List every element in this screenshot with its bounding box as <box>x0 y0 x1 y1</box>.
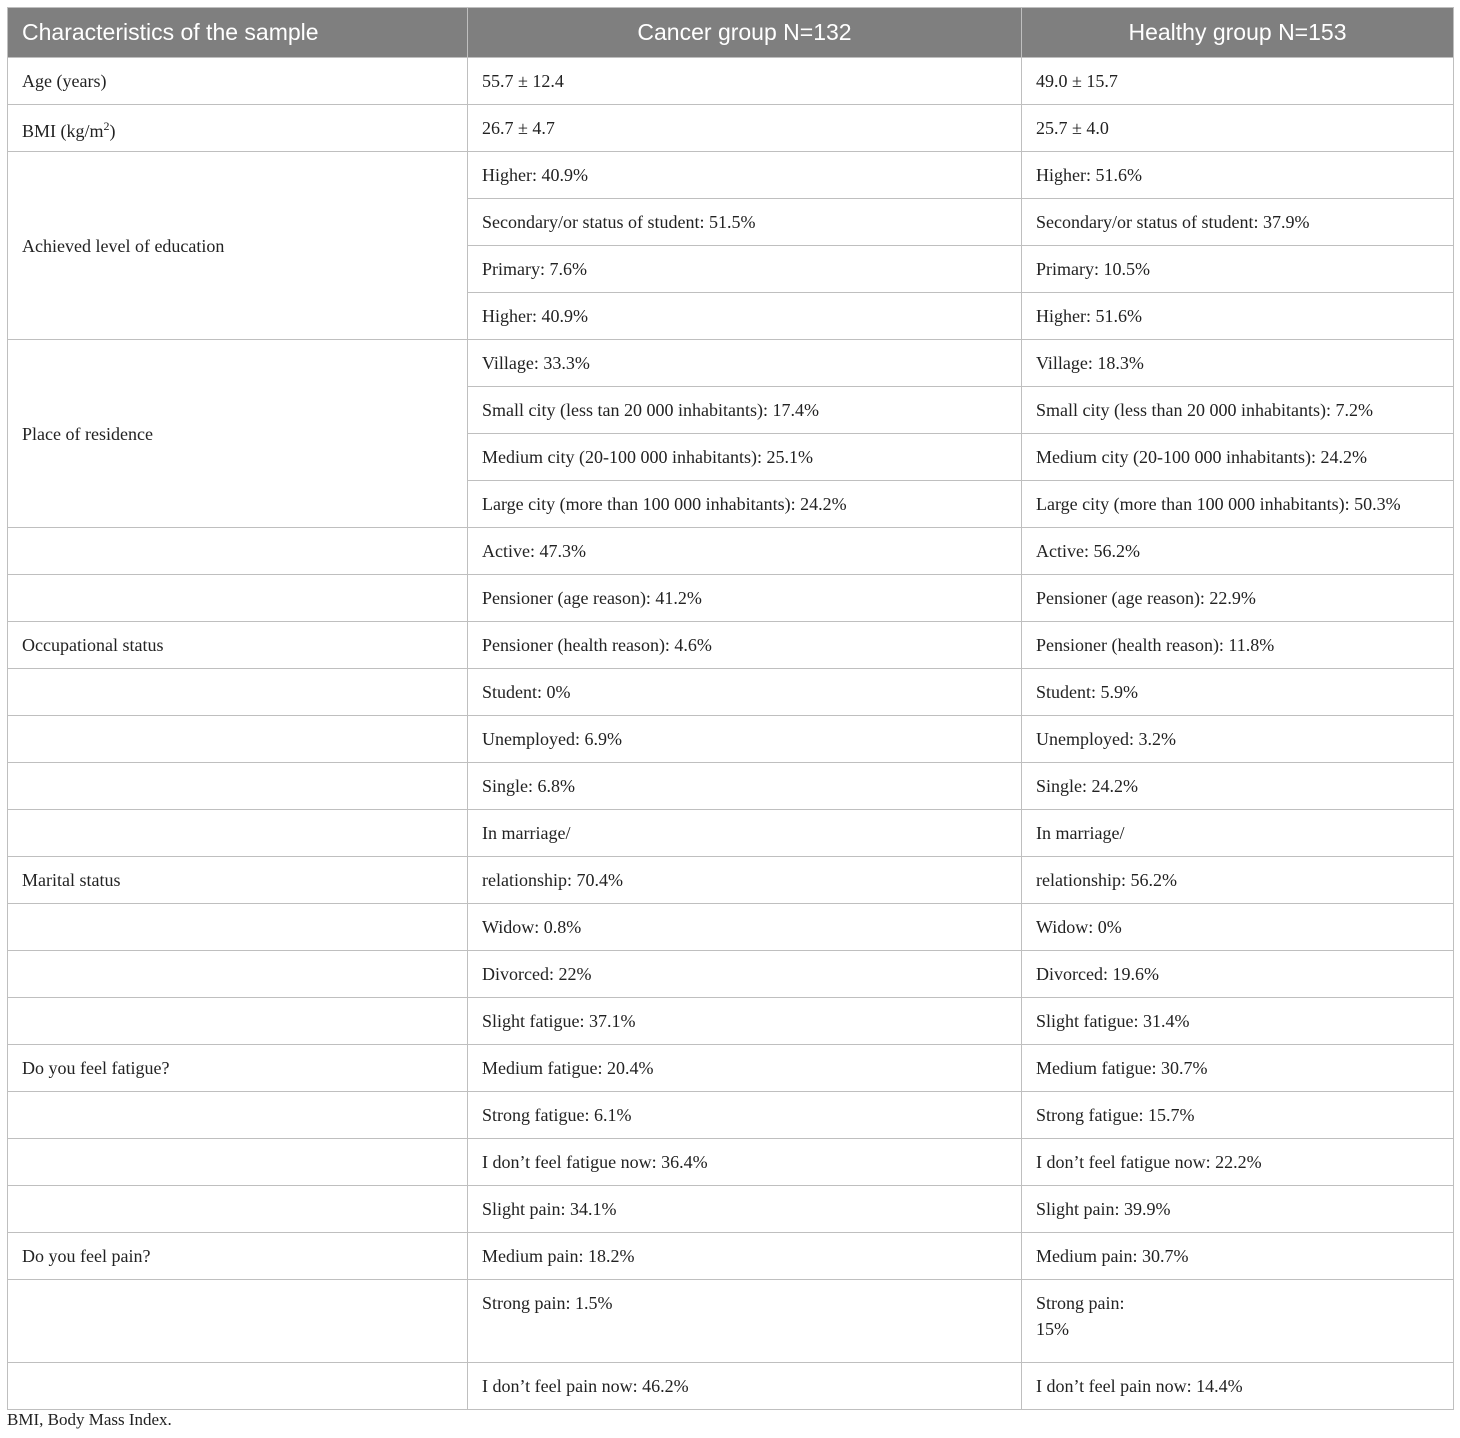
cancer-cell: Slight fatigue: 37.1% <box>468 998 1022 1045</box>
row-label-marital: Marital status <box>8 857 468 904</box>
healthy-cell: Primary: 10.5% <box>1022 246 1454 293</box>
healthy-cell: I don’t feel fatigue now: 22.2% <box>1022 1139 1454 1186</box>
healthy-cell: Unemployed: 3.2% <box>1022 716 1454 763</box>
empty-label-cell <box>8 763 468 810</box>
healthy-cell: Medium city (20-100 000 inhabitants): 24.2% <box>1022 434 1454 481</box>
healthy-cell: Student: 5.9% <box>1022 669 1454 716</box>
table-row <box>8 669 1454 716</box>
cancer-cell: Strong pain: 1.5% <box>468 1280 1022 1363</box>
table-row <box>8 105 1454 152</box>
cancer-cell: I don’t feel pain now: 46.2% <box>468 1363 1022 1410</box>
header-cancer-group: Cancer group N=132 <box>468 8 1022 58</box>
empty-label-cell <box>8 810 468 857</box>
healthy-cell: relationship: 56.2% <box>1022 857 1454 904</box>
healthy-cell: Slight pain: 39.9% <box>1022 1186 1454 1233</box>
cancer-cell: Strong fatigue: 6.1% <box>468 1092 1022 1139</box>
row-label-pain: Do you feel pain? <box>8 1233 468 1280</box>
healthy-cell: Medium pain: 30.7% <box>1022 1233 1454 1280</box>
healthy-cell: Village: 18.3% <box>1022 340 1454 387</box>
healthy-cell: Medium fatigue: 30.7% <box>1022 1045 1454 1092</box>
healthy-cell: Higher: 51.6% <box>1022 293 1454 340</box>
healthy-cell: Pensioner (health reason): 11.8% <box>1022 622 1454 669</box>
healthy-cell: Divorced: 19.6% <box>1022 951 1454 998</box>
empty-label-cell <box>8 716 468 763</box>
empty-label-cell <box>8 904 468 951</box>
row-label-bmi: BMI $(kg/m^2)$ <box>8 105 468 152</box>
header-row <box>8 8 1454 58</box>
healthy-cell: 25.7 ± 4.0 <box>1022 105 1454 152</box>
empty-label-cell <box>8 951 468 998</box>
table-row <box>8 810 1454 857</box>
cancer-cell: Secondary/or status of student: 51.5% <box>468 199 1022 246</box>
header-healthy-group: Healthy group N=153 <box>1022 8 1454 58</box>
healthy-cell: Strong fatigue: 15.7% <box>1022 1092 1454 1139</box>
healthy-cell: Active: 56.2% <box>1022 528 1454 575</box>
cancer-cell: Pensioner (health reason): 4.6% <box>468 622 1022 669</box>
healthy-cell: Pensioner (age reason): 22.9% <box>1022 575 1454 622</box>
cancer-cell: Single: 6.8% <box>468 763 1022 810</box>
header-characteristics: Characteristics of the sample <box>8 8 468 58</box>
table-row <box>8 340 1454 387</box>
table-row <box>8 951 1454 998</box>
healthy-cell: In marriage/ <box>1022 810 1454 857</box>
row-label-fatigue: Do you feel fatigue? <box>8 1045 468 1092</box>
cancer-cell: Unemployed: 6.9% <box>468 716 1022 763</box>
table-row <box>8 622 1454 669</box>
cancer-cell: Medium fatigue: 20.4% <box>468 1045 1022 1092</box>
table-row <box>8 575 1454 622</box>
empty-label-cell <box>8 998 468 1045</box>
healthy-cell: Large city (more than 100 000 inhabitants): 50.3% <box>1022 481 1454 528</box>
healthy-cell: Widow: 0% <box>1022 904 1454 951</box>
table-row <box>8 857 1454 904</box>
table-row <box>8 998 1454 1045</box>
table-row <box>8 528 1454 575</box>
empty-label-cell <box>8 1280 468 1363</box>
table-row <box>8 716 1454 763</box>
cancer-cell: Pensioner (age reason): 41.2% <box>468 575 1022 622</box>
cancer-cell: Medium city (20-100 000 inhabitants): 25.1% <box>468 434 1022 481</box>
cancer-cell: 26.7 ± 4.7 <box>468 105 1022 152</box>
row-label-residence: Place of residence <box>8 340 468 528</box>
healthy-cell: Single: 24.2% <box>1022 763 1454 810</box>
empty-label-cell <box>8 1363 468 1410</box>
cancer-cell: Large city (more than 100 000 inhabitants): 24.2% <box>468 481 1022 528</box>
cancer-cell: Student: 0% <box>468 669 1022 716</box>
empty-label-cell <box>8 1186 468 1233</box>
characteristics-table <box>7 7 1454 1410</box>
empty-label-cell <box>8 1139 468 1186</box>
table-row <box>8 1045 1454 1092</box>
healthy-cell: I don’t feel pain now: 14.4% <box>1022 1363 1454 1410</box>
table-row <box>8 152 1454 199</box>
healthy-cell: Higher: 51.6% <box>1022 152 1454 199</box>
cancer-cell: Medium pain: 18.2% <box>468 1233 1022 1280</box>
healthy-cell: Small city (less than 20 000 inhabitants): 7.2% <box>1022 387 1454 434</box>
row-label-occupational: Occupational status <box>8 622 468 669</box>
cancer-cell: Divorced: 22% <box>468 951 1022 998</box>
cancer-cell: Higher: 40.9% <box>468 152 1022 199</box>
table-footnote: BMI, Body Mass Index. <box>7 1410 172 1429</box>
table-row <box>8 1233 1454 1280</box>
empty-label-cell <box>8 669 468 716</box>
cancer-cell: Village: 33.3% <box>468 340 1022 387</box>
cancer-cell: In marriage/ <box>468 810 1022 857</box>
cancer-cell: Higher: 40.9% <box>468 293 1022 340</box>
row-label-education: Achieved level of education <box>8 152 468 340</box>
row-label-age: Age (years) <box>8 58 468 105</box>
cancer-cell: relationship: 70.4% <box>468 857 1022 904</box>
cancer-cell: Primary: 7.6% <box>468 246 1022 293</box>
healthy-cell: Strong pain: 15% <box>1022 1280 1454 1363</box>
cancer-cell: Small city (less tan 20 000 inhabitants): 17.4% <box>468 387 1022 434</box>
cancer-cell: I don’t feel fatigue now: 36.4% <box>468 1139 1022 1186</box>
cancer-cell: 55.7 ± 12.4 <box>468 58 1022 105</box>
cancer-cell: Active: 47.3% <box>468 528 1022 575</box>
healthy-cell: Secondary/or status of student: 37.9% <box>1022 199 1454 246</box>
healthy-cell: Slight fatigue: 31.4% <box>1022 998 1454 1045</box>
table-row <box>8 1280 1454 1363</box>
table-row <box>8 1092 1454 1139</box>
healthy-cell: 49.0 ± 15.7 <box>1022 58 1454 105</box>
table-row <box>8 1186 1454 1233</box>
empty-label-cell <box>8 1092 468 1139</box>
table-row <box>8 763 1454 810</box>
table-row <box>8 904 1454 951</box>
table-row <box>8 1363 1454 1410</box>
cancer-cell: Widow: 0.8% <box>468 904 1022 951</box>
empty-label-cell <box>8 575 468 622</box>
cancer-cell: Slight pain: 34.1% <box>468 1186 1022 1233</box>
table-row <box>8 58 1454 105</box>
table-row <box>8 1139 1454 1186</box>
empty-label-cell <box>8 528 468 575</box>
